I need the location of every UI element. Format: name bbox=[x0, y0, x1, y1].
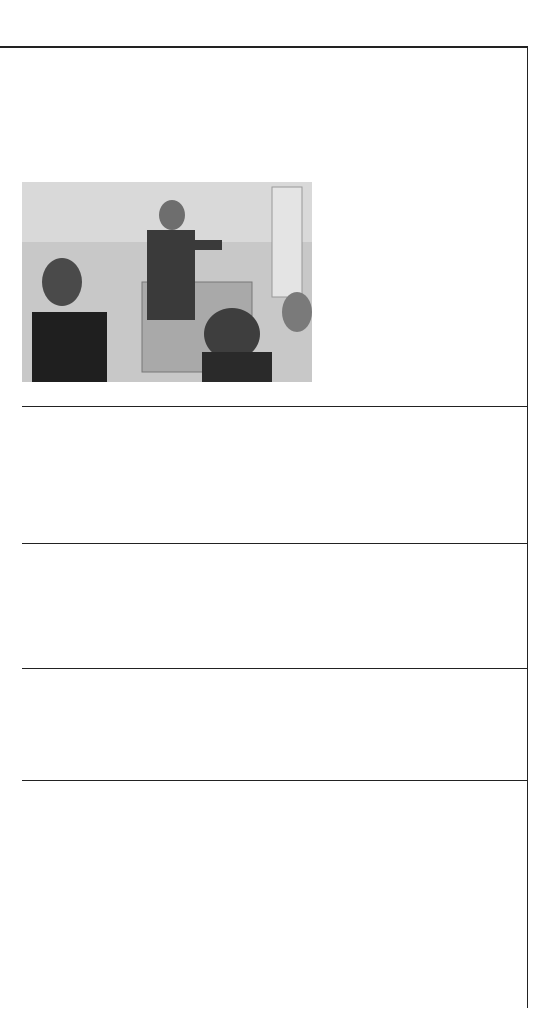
masthead-rule bbox=[0, 46, 528, 48]
handwritten-note bbox=[524, 40, 560, 230]
article-divider-low bbox=[22, 668, 527, 669]
lecture-photo bbox=[22, 182, 312, 382]
article-divider-mid bbox=[22, 543, 527, 544]
lecture-photo-illustration bbox=[22, 182, 312, 382]
article-divider-top bbox=[22, 406, 527, 407]
article-border-right bbox=[527, 48, 528, 1008]
article-divider-bottom bbox=[22, 780, 527, 781]
